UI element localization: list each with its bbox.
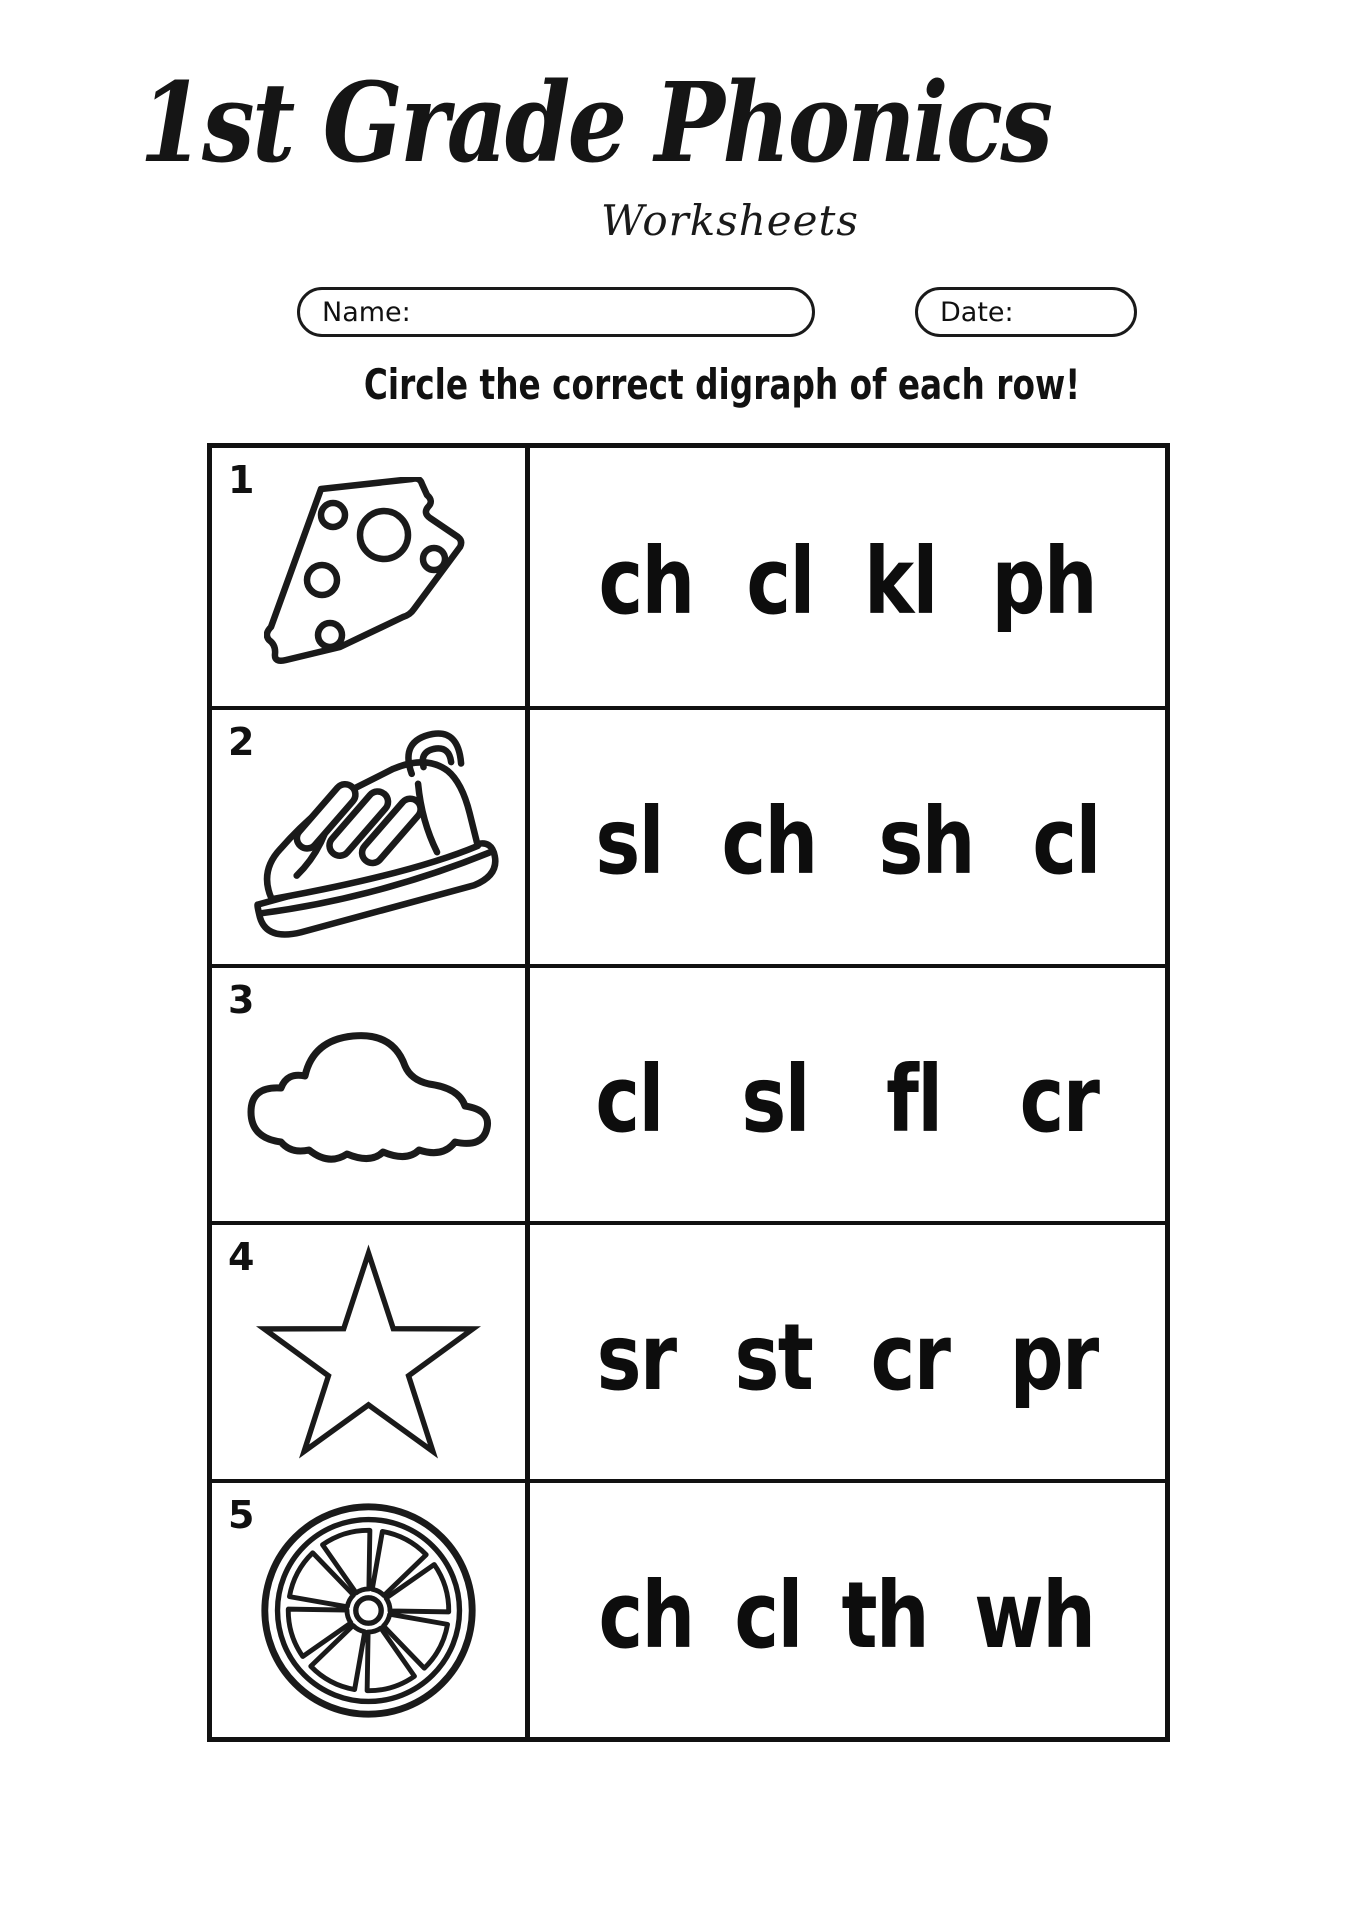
- digraph-option[interactable]: kl: [863, 528, 937, 636]
- digraph-option[interactable]: ch: [598, 1561, 694, 1669]
- row-1-options-cell: [530, 448, 1165, 706]
- name-label: Name:: [322, 296, 411, 328]
- page-subtitle: Worksheets: [601, 196, 859, 245]
- digraph-option[interactable]: pr: [1009, 1303, 1098, 1411]
- digraph-option[interactable]: ch: [721, 788, 817, 896]
- digraph-option[interactable]: cl: [1032, 788, 1100, 896]
- digraph-option[interactable]: ch: [598, 528, 694, 636]
- digraph-option[interactable]: sr: [596, 1303, 676, 1411]
- digraph-option[interactable]: fl: [885, 1045, 942, 1153]
- sneaker-icon: [229, 719, 509, 954]
- row-4-image-cell: [212, 1221, 530, 1479]
- page-title: 1st Grade Phonics: [139, 58, 1051, 187]
- row-2-options-cell: [530, 706, 1165, 964]
- digraph-option[interactable]: sl: [595, 788, 663, 896]
- row-number: 3: [228, 977, 255, 1022]
- digraph-option[interactable]: cl: [595, 1045, 663, 1153]
- star-icon: [251, 1240, 486, 1465]
- row-5-image-cell: [212, 1479, 530, 1737]
- date-field[interactable]: [915, 287, 1137, 337]
- digraph-option[interactable]: sh: [878, 788, 974, 896]
- digraph-option[interactable]: sl: [741, 1045, 809, 1153]
- row-5-options-cell: [530, 1479, 1165, 1737]
- row-2-image-cell: [212, 706, 530, 964]
- digraph-option[interactable]: st: [734, 1303, 813, 1411]
- row-1-image-cell: [212, 448, 530, 706]
- cheese-icon: [264, 477, 474, 677]
- row-number: 2: [228, 719, 255, 764]
- digraph-option[interactable]: cl: [734, 1561, 802, 1669]
- digraph-option[interactable]: th: [841, 1561, 929, 1669]
- digraph-option[interactable]: cr: [870, 1303, 950, 1411]
- wheel-icon: [256, 1498, 481, 1723]
- cloud-icon: [234, 1018, 504, 1170]
- row-number: 1: [228, 458, 255, 502]
- row-number: 4: [228, 1235, 255, 1280]
- digraph-option[interactable]: wh: [973, 1561, 1094, 1669]
- digraph-option[interactable]: cl: [746, 528, 814, 636]
- instruction-text: Circle the correct digraph of each row!: [363, 360, 1081, 409]
- row-3-options-cell: [530, 964, 1165, 1222]
- worksheet-table: [207, 443, 1170, 1742]
- name-field[interactable]: [297, 287, 815, 337]
- row-number: 5: [228, 1493, 255, 1538]
- digraph-option[interactable]: ph: [991, 528, 1096, 636]
- row-4-options-cell: [530, 1221, 1165, 1479]
- date-label: Date:: [940, 296, 1014, 328]
- digraph-option[interactable]: cr: [1019, 1045, 1099, 1153]
- row-3-image-cell: [212, 964, 530, 1222]
